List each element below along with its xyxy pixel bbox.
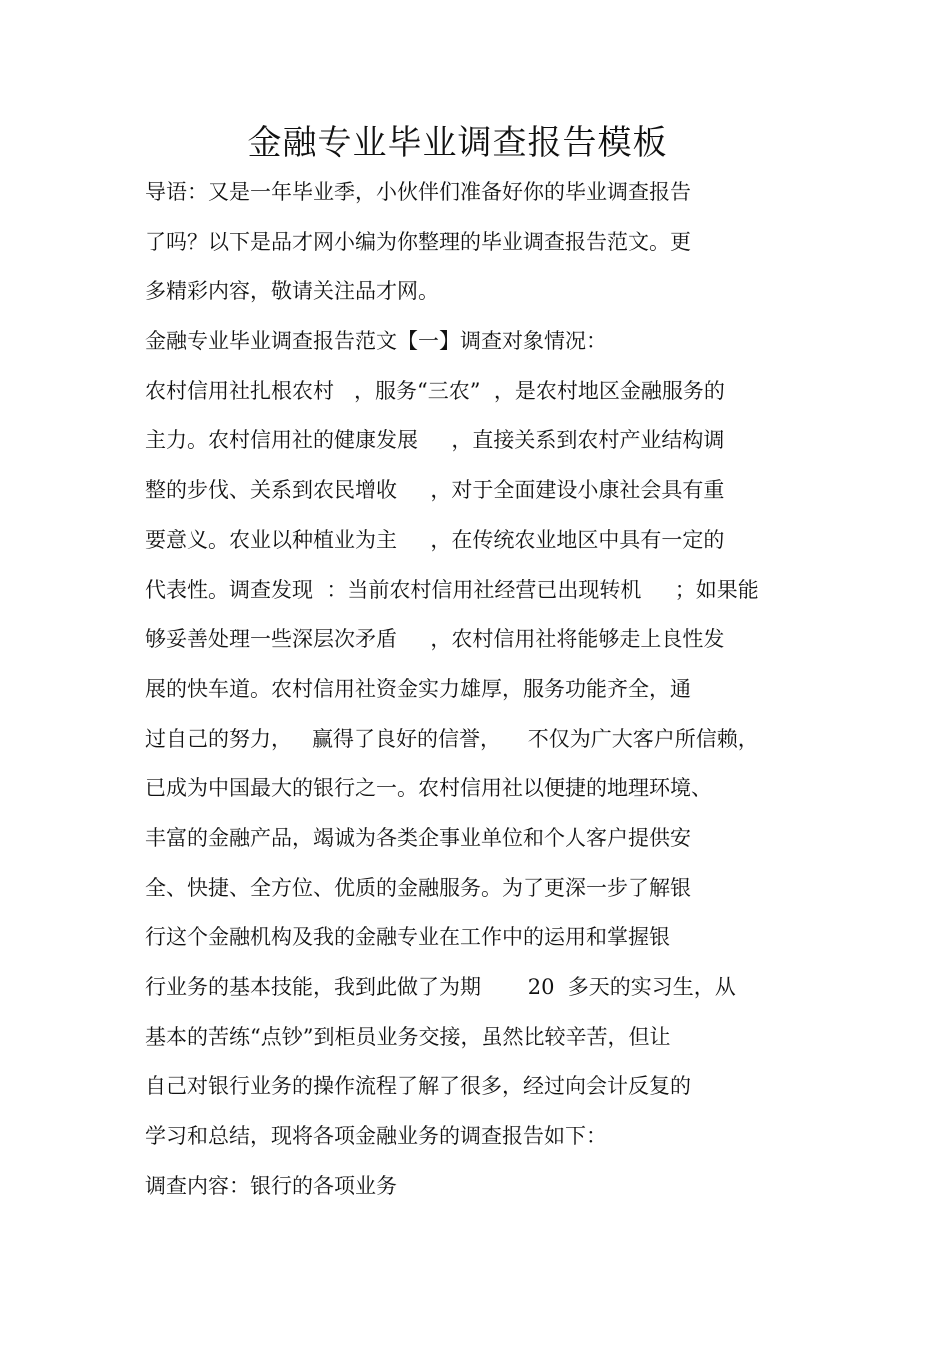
body-line: 主力。农村信用社的健康发展 ，直接关系到农村产业结构调 [145,428,725,453]
body-line: 丰富的金融产品，竭诚为各类企事业单位和个人客户提供安 [145,825,691,850]
body-line: 农村信用社扎根农村 ，服务“三农” ，是农村地区金融服务的 [145,378,725,403]
document-body [145,168,835,1211]
body-line: 自己对银行业务的操作流程了解了很多，经过向会计反复的 [145,1074,691,1099]
document-title: 金融专业毕业调查报告模板 [247,123,668,163]
body-line: 了吗？以下是品才网小编为你整理的毕业调查报告范文。更 [145,229,691,254]
body-line: 调查内容：银行的各项业务 [145,1173,397,1198]
body-line: 够妥善处理一些深层次矛盾 ，农村信用社将能够走上良性发 [145,627,725,652]
body-line: 要意义。农业以种植业为主 ，在传统农业地区中具有一定的 [145,527,725,552]
body-line: 过自己的努力， 赢得了良好的信誉， 不仅为广大客户所信赖， [145,726,759,751]
body-line: 基本的苦练“点钞”到柜员业务交接，虽然比较辛苦，但让 [145,1024,671,1049]
body-line: 全、快捷、全方位、优质的金融服务。为了更深一步了解银 [145,875,691,900]
section-heading: 金融专业毕业调查报告范文【一】调查对象情况： [145,329,607,354]
body-line: 整的步伐、关系到农民增收 ，对于全面建设小康社会具有重 [145,478,725,503]
body-line: 展的快车道。农村信用社资金实力雄厚，服务功能齐全，通 [145,676,691,701]
body-line: 导语：又是一年毕业季，小伙伴们准备好你的毕业调查报告 [145,180,691,204]
body-line: 已成为中国最大的银行之一。农村信用社以便捷的地理环境、 [145,776,712,801]
body-line: 多精彩内容，敬请关注品才网。 [145,279,439,304]
body-line: 学习和总结，现将各项金融业务的调查报告如下： [145,1124,607,1149]
body-line: 行这个金融机构及我的金融专业在工作中的运用和掌握银 [145,925,670,950]
body-line: 代表性。调查发现 ：当前农村信用社经营已出现转机 ；如果能 [145,577,759,602]
body-line: 行业务的基本技能，我到此做了为期 20 多天的实习生，从 [145,975,736,999]
